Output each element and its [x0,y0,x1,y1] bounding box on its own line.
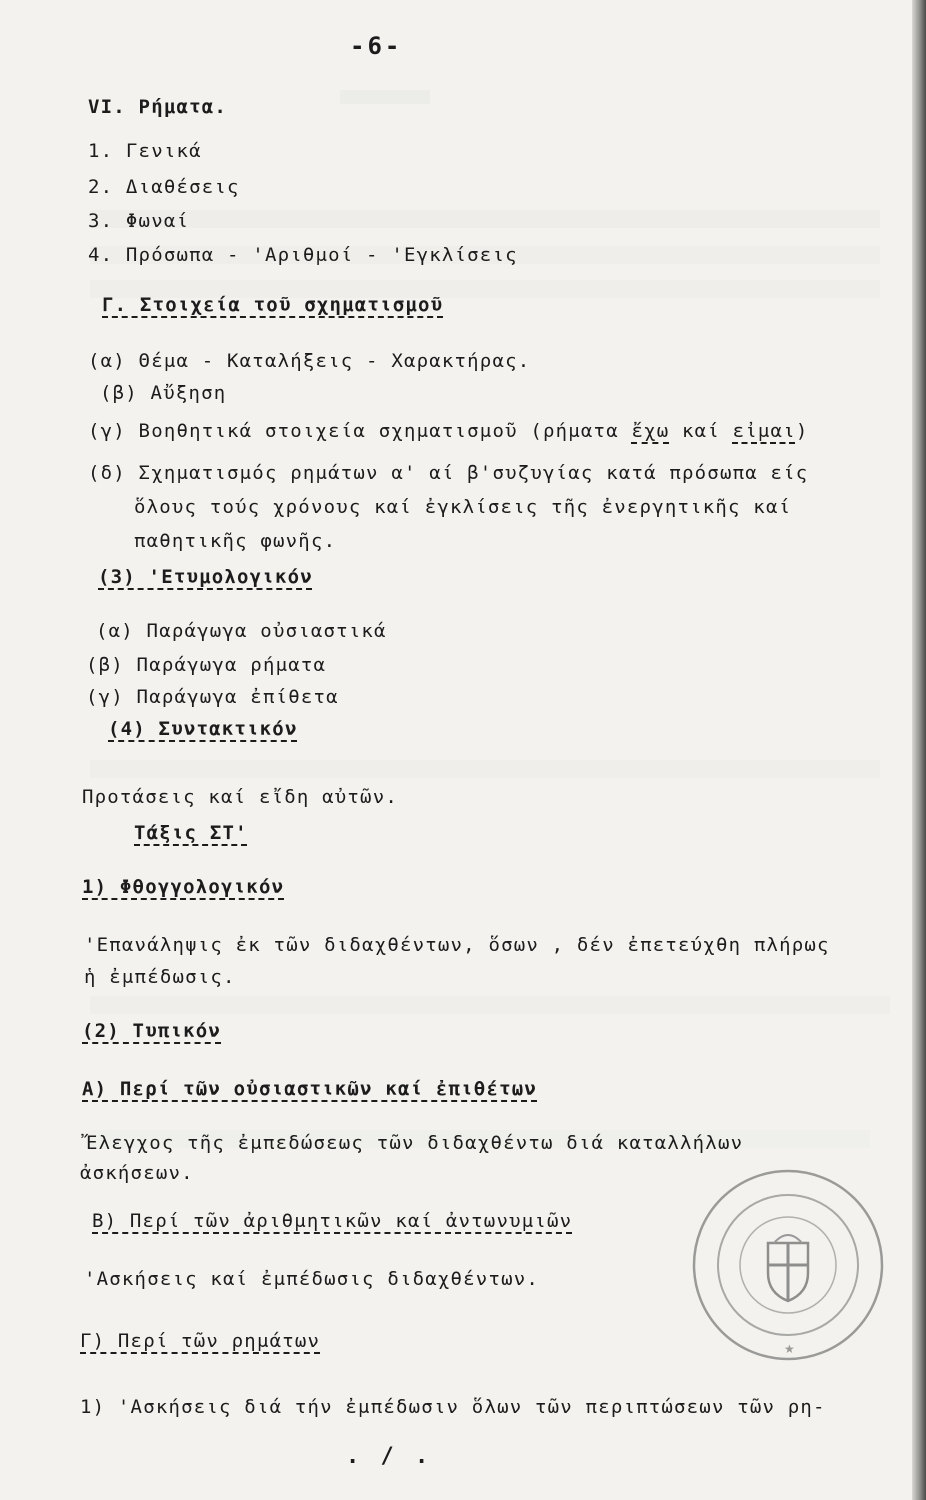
section-heading: VI. Ρήματα. [88,96,228,118]
subsection-heading: 1) Φθογγολογικόν [82,876,285,898]
paragraph-continued: ἡ ἐμπέδωσις. [84,966,236,988]
paragraph: 1) 'Ασκήσεις διά τήν ἐμπέδωσιν ὅλων τῶν περιπτώσεων τῶν ρη- [80,1396,826,1418]
subsection-heading: (3) 'Ετυμολογικόν [98,566,313,588]
paragraph-continued: ἀσκήσεων. [80,1162,194,1184]
subsection-heading: Γ. Στοιχεία τοῦ σχηματισμοῦ [102,294,444,316]
bleed-through [90,210,880,228]
continuation-mark: . / . [346,1444,433,1469]
list-item: (γ) Παράγωγα ἐπίθετα [86,686,339,708]
list-item: (δ) Σχηματισμός ρημάτων α' αί β'συζυγίας κατά πρόσωπα είς [88,462,809,484]
list-item: (γ) Βοηθητικά στοιχεία σχηματισμοῦ (ρήματα ἔχω καί εἰμαι) [88,420,809,442]
paragraph: 'Επανάληψις ἐκ τῶν διδαχθέντων, ὅσων , δέν ἐπετεύχθη πλήρως [84,934,830,956]
list-item: 2. Διαθέσεις [88,176,240,198]
list-item: (β) Παράγωγα ρήματα [86,654,327,676]
list-item: (β) Αὔξηση [100,382,227,404]
page-edge-shadow [912,0,926,1500]
official-seal-stamp [688,1165,888,1365]
bleed-through [340,90,430,104]
subsection-heading: Γ) Περί τῶν ρημάτων [80,1330,321,1352]
list-item: 1. Γενικά [88,140,202,162]
list-item-continued: ὅλους τούς χρόνους καί ἐγκλίσεις τῆς ἐνεργητικῆς καί [134,496,792,518]
list-item: (α) Θέμα - Καταλήξεις - Χαρακτήρας. [88,350,531,372]
bleed-through [90,996,890,1014]
paragraph: Προτάσεις καί εἴδη αὐτῶν. [82,786,398,808]
page-number: -6- [350,32,403,60]
list-item-continued: παθητικῆς φωνῆς. [134,530,337,552]
list-item: 3. Φωναί [88,210,190,232]
bleed-through [90,760,880,778]
svg-text:★: ★ [784,1342,795,1356]
subsection-heading: Α) Περί τῶν οὐσιαστικῶν καί ἐπιθέτων [82,1078,538,1100]
subsection-heading: (2) Τυπικόν [82,1020,222,1042]
subsection-heading: (4) Συντακτικόν [108,718,298,740]
paragraph: 'Ασκήσεις καί ἐμπέδωσις διδαχθέντων. [84,1268,540,1290]
paragraph: Ἔλεγχος τῆς ἐμπεδώσεως τῶν διδαχθέντω διά καταλλήλων [86,1132,744,1154]
class-heading: Τάξις ΣΤ' [134,822,248,844]
list-item: 4. Πρόσωπα - 'Αριθμοί - 'Εγκλίσεις [88,244,518,266]
subsection-heading: Β) Περί τῶν ἀριθμητικῶν καί ἀντωνυμιῶν [92,1210,573,1232]
list-item: (α) Παράγωγα οὐσιαστικά [96,620,387,642]
